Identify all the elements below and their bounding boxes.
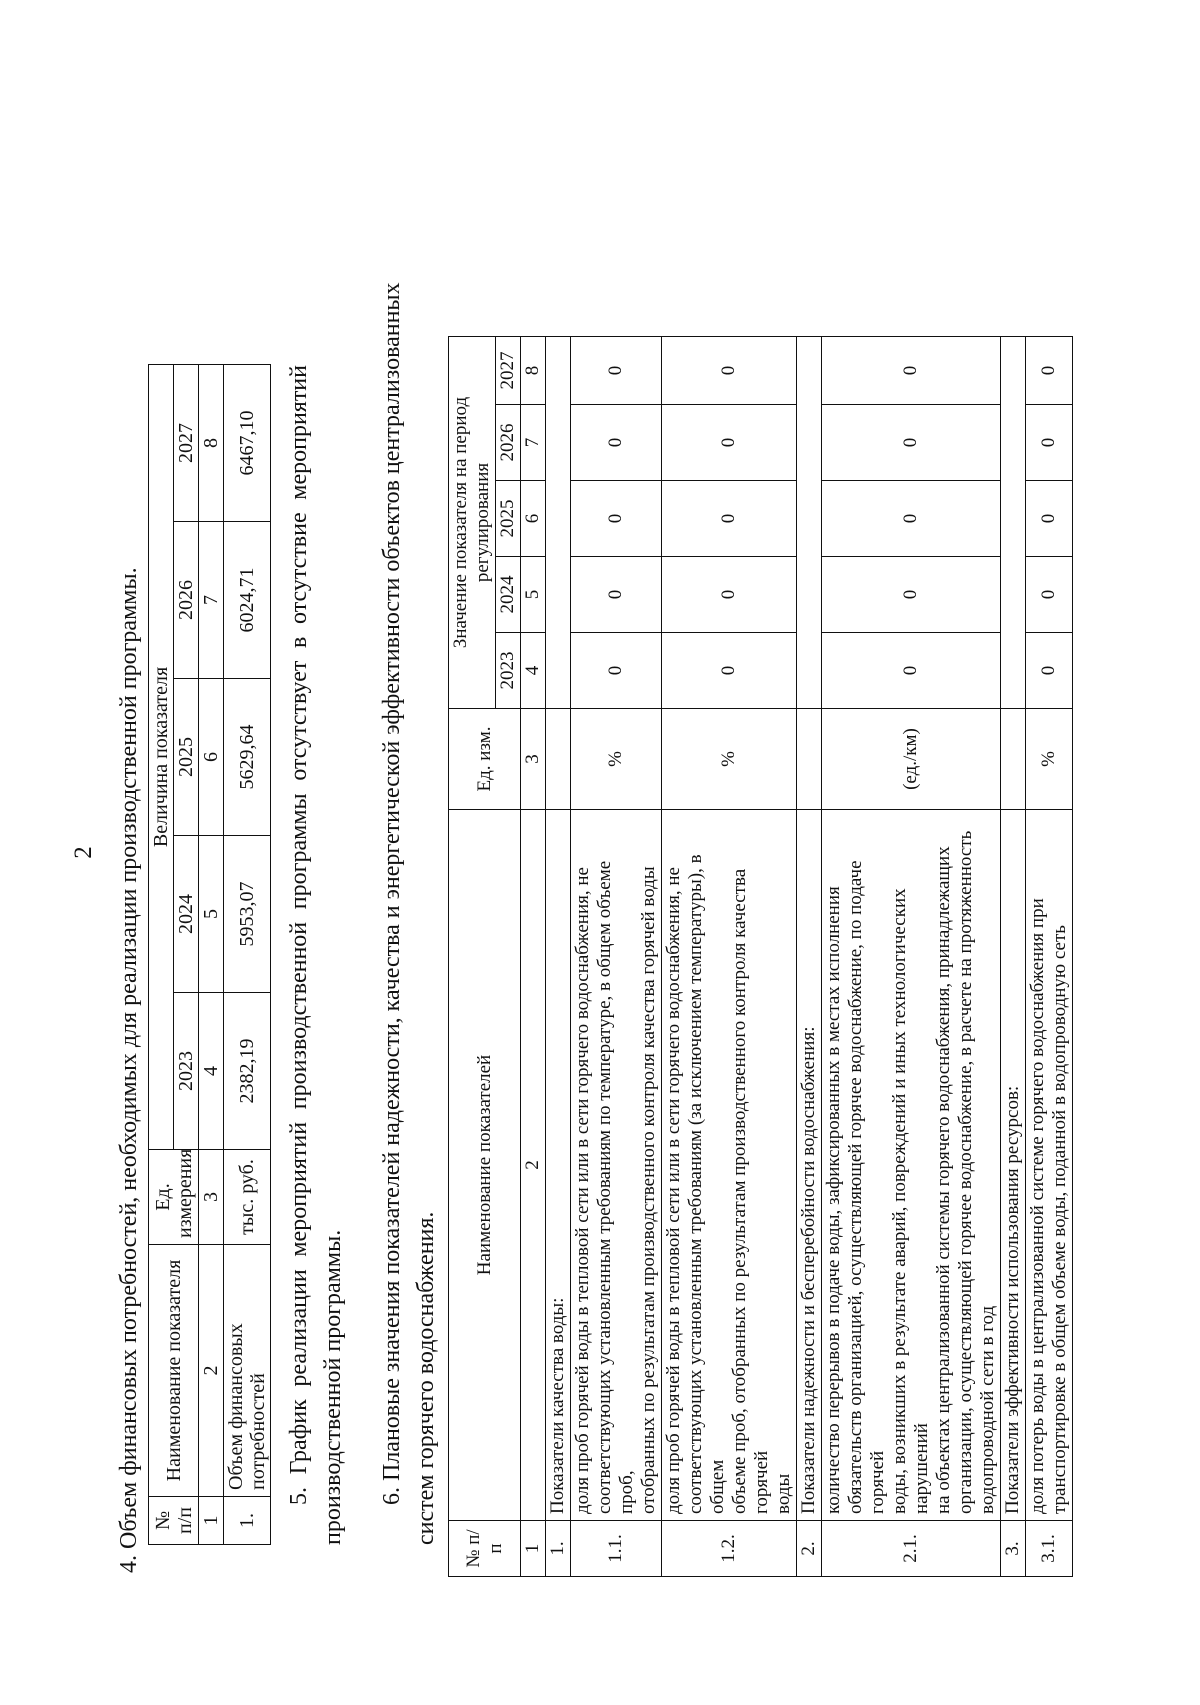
row-value: 0	[822, 481, 1001, 557]
t6-header-value-line1: Значение показателя на период	[450, 396, 471, 649]
t4-index: 8	[199, 364, 224, 521]
t4-header-name: Наименование показателя	[149, 1245, 199, 1497]
t4-header-value: Величина показателя	[149, 364, 174, 1149]
t6-index: 5	[521, 557, 546, 633]
row-value: 0	[571, 336, 662, 404]
t6-year: 2025	[496, 481, 521, 557]
t4-row-value: 5629,64	[224, 679, 271, 836]
indicators-table	[448, 336, 1073, 1577]
row-name-line: водопроводной сети в год	[977, 1305, 998, 1514]
section-row	[546, 336, 571, 1576]
row-name	[822, 810, 1001, 1521]
unit-cell	[546, 709, 571, 810]
section5-line2: производственной программы.	[320, 1229, 346, 1545]
t6-year: 2027	[496, 336, 521, 404]
value-cell	[1001, 336, 1026, 708]
row-name-line: соответствующих установленным требованиям по температуре, в общем объеме проб,	[594, 860, 637, 1514]
row-value: 0	[822, 633, 1001, 709]
row-name-line: количество перерывов в подаче воды, зафиксированных в местах исполнения	[823, 886, 844, 1514]
t4-row-name: Объем финансовых потребностей	[224, 1245, 271, 1497]
unit-cell	[1001, 709, 1026, 810]
row-value: 0	[571, 557, 662, 633]
row-name-line: на объектах централизованной системы горячего водоснабжения, принадлежащих	[933, 846, 954, 1514]
page-number: 2	[70, 846, 97, 859]
section-row	[797, 336, 822, 1576]
row-value: 0	[1026, 481, 1073, 557]
t6-body	[546, 336, 1073, 1576]
row-value: 0	[571, 633, 662, 709]
section-name: Показатели качества воды:	[546, 810, 571, 1521]
t4-year: 2024	[174, 836, 199, 993]
row-unit: %	[662, 709, 797, 810]
row-value: 0	[1026, 405, 1073, 481]
row-num: 3.	[1001, 1521, 1026, 1577]
t6-index: 8	[521, 336, 546, 404]
row-value: 0	[822, 557, 1001, 633]
section-row	[1001, 336, 1026, 1576]
t6-header-value	[449, 336, 496, 708]
row-num: 1.	[546, 1521, 571, 1577]
t6-index: 1	[521, 1521, 546, 1577]
t4-year: 2023	[174, 993, 199, 1150]
t4-index: 7	[199, 522, 224, 679]
t4-year: 2025	[174, 679, 199, 836]
section-name: Показатели надежности и бесперебойности водоснабжения:	[797, 810, 822, 1521]
row-num: 1.1.	[571, 1521, 662, 1577]
row-value: 0	[1026, 633, 1073, 709]
row-unit: %	[1026, 709, 1073, 810]
t4-index: 3	[199, 1150, 224, 1245]
row-value: 0	[1026, 336, 1073, 404]
t6-index: 2	[521, 810, 546, 1521]
row-value: 0	[1026, 557, 1073, 633]
row-value: 0	[662, 481, 797, 557]
t6-index: 6	[521, 481, 546, 557]
row-unit: (ед./км)	[822, 709, 1001, 810]
row-value: 0	[571, 405, 662, 481]
t4-index: 2	[199, 1245, 224, 1497]
row-num: 2.1.	[822, 1521, 1001, 1577]
financial-needs-table	[148, 364, 271, 1545]
row-name-line: воды, возникших в результате аварий, повреждений и иных технологических нарушений	[889, 888, 932, 1514]
unit-cell	[797, 709, 822, 810]
row-value: 0	[822, 336, 1001, 404]
t4-index-row	[199, 364, 224, 1544]
table-row	[224, 364, 271, 1544]
row-name	[571, 810, 662, 1521]
t4-year: 2027	[174, 364, 199, 521]
section6-title-line1: 6. Плановые значения показателей надежности, качества и энергетической эффективности объектов централизованных	[379, 282, 405, 1505]
row-name-line: транспортировке в общем объеме воды, поданной в водопроводную сеть	[1049, 925, 1070, 1514]
table-row	[1026, 336, 1073, 1576]
t4-index: 1	[199, 1497, 224, 1545]
row-name-line: обязательств организацией, осуществляющей горячее водоснабжение, по подаче горячей	[845, 860, 888, 1514]
t6-year: 2023	[496, 633, 521, 709]
row-value: 0	[662, 633, 797, 709]
row-name-line: соответствующих установленным требованиям (за исключением температуры), в общем	[685, 854, 728, 1514]
row-num: 1.2.	[662, 1521, 797, 1577]
row-value: 0	[571, 481, 662, 557]
t6-header-unit: Ед. изм.	[449, 709, 521, 810]
section6-title-line2: систем горячего водоснабжения.	[413, 1211, 439, 1545]
row-num: 3.1.	[1026, 1521, 1073, 1577]
row-name	[662, 810, 797, 1521]
section5-line1: 5. График реализации мероприятий производственной программы отсутствует в отсутствие мероприятий	[286, 365, 312, 1505]
t4-row-value: 5953,07	[224, 836, 271, 993]
t6-header-value-line2: регулирования	[472, 462, 493, 583]
t6-year: 2024	[496, 557, 521, 633]
t4-year: 2026	[174, 522, 199, 679]
row-value: 0	[662, 336, 797, 404]
t6-year: 2026	[496, 405, 521, 481]
table-row	[662, 336, 797, 1576]
row-unit: %	[571, 709, 662, 810]
t6-header-num: № п/п	[449, 1521, 521, 1577]
t6-index: 7	[521, 405, 546, 481]
t6-index-row	[521, 336, 546, 1576]
t4-index: 5	[199, 836, 224, 993]
row-name-line: организации, осуществляющей горячее водоснабжение, в расчете на протяженность	[955, 830, 976, 1514]
row-name-line: доля проб горячей воды в тепловой сети или в сети горячего водоснабжения, не	[572, 867, 593, 1514]
row-name-line: доля потерь воды в централизованной системе горячего водоснабжения при	[1027, 898, 1048, 1514]
row-value: 0	[822, 405, 1001, 481]
t4-header-num: № п/п	[149, 1497, 199, 1545]
t4-row-unit: тыс. руб.	[224, 1150, 271, 1245]
t4-index: 6	[199, 679, 224, 836]
t4-header-unit: Ед. измерения	[149, 1150, 199, 1245]
table-row	[571, 336, 662, 1576]
t4-row-value: 2382,19	[224, 993, 271, 1150]
t6-index: 4	[521, 633, 546, 709]
row-name-line: объеме проб, отобранных по результатам производственного контроля качества горячей	[729, 868, 772, 1514]
section4-title: 4. Объем финансовых потребностей, необходимых для реализации производственной программы.	[116, 567, 142, 1573]
table-row	[822, 336, 1001, 1576]
value-cell	[797, 336, 822, 708]
row-name	[1026, 810, 1073, 1521]
t4-row-value: 6467,10	[224, 364, 271, 521]
row-name-line: доля проб горячей воды в тепловой сети или в сети горячего водоснабжения, не	[663, 867, 684, 1514]
row-num: 2.	[797, 1521, 822, 1577]
t4-row-num: 1.	[224, 1497, 271, 1545]
row-value: 0	[662, 405, 797, 481]
value-cell	[546, 336, 571, 708]
t6-index: 3	[521, 709, 546, 810]
row-value: 0	[662, 557, 797, 633]
row-name-line: отобранных по результатам производственного контроля качества горячей воды	[638, 866, 659, 1514]
row-name-line: воды	[773, 1473, 794, 1514]
section-name: Показатели эффективности использования ресурсов:	[1001, 810, 1026, 1521]
t4-index: 4	[199, 993, 224, 1150]
t6-header-name: Наименование показателей	[449, 810, 521, 1521]
t4-row-value: 6024,71	[224, 522, 271, 679]
